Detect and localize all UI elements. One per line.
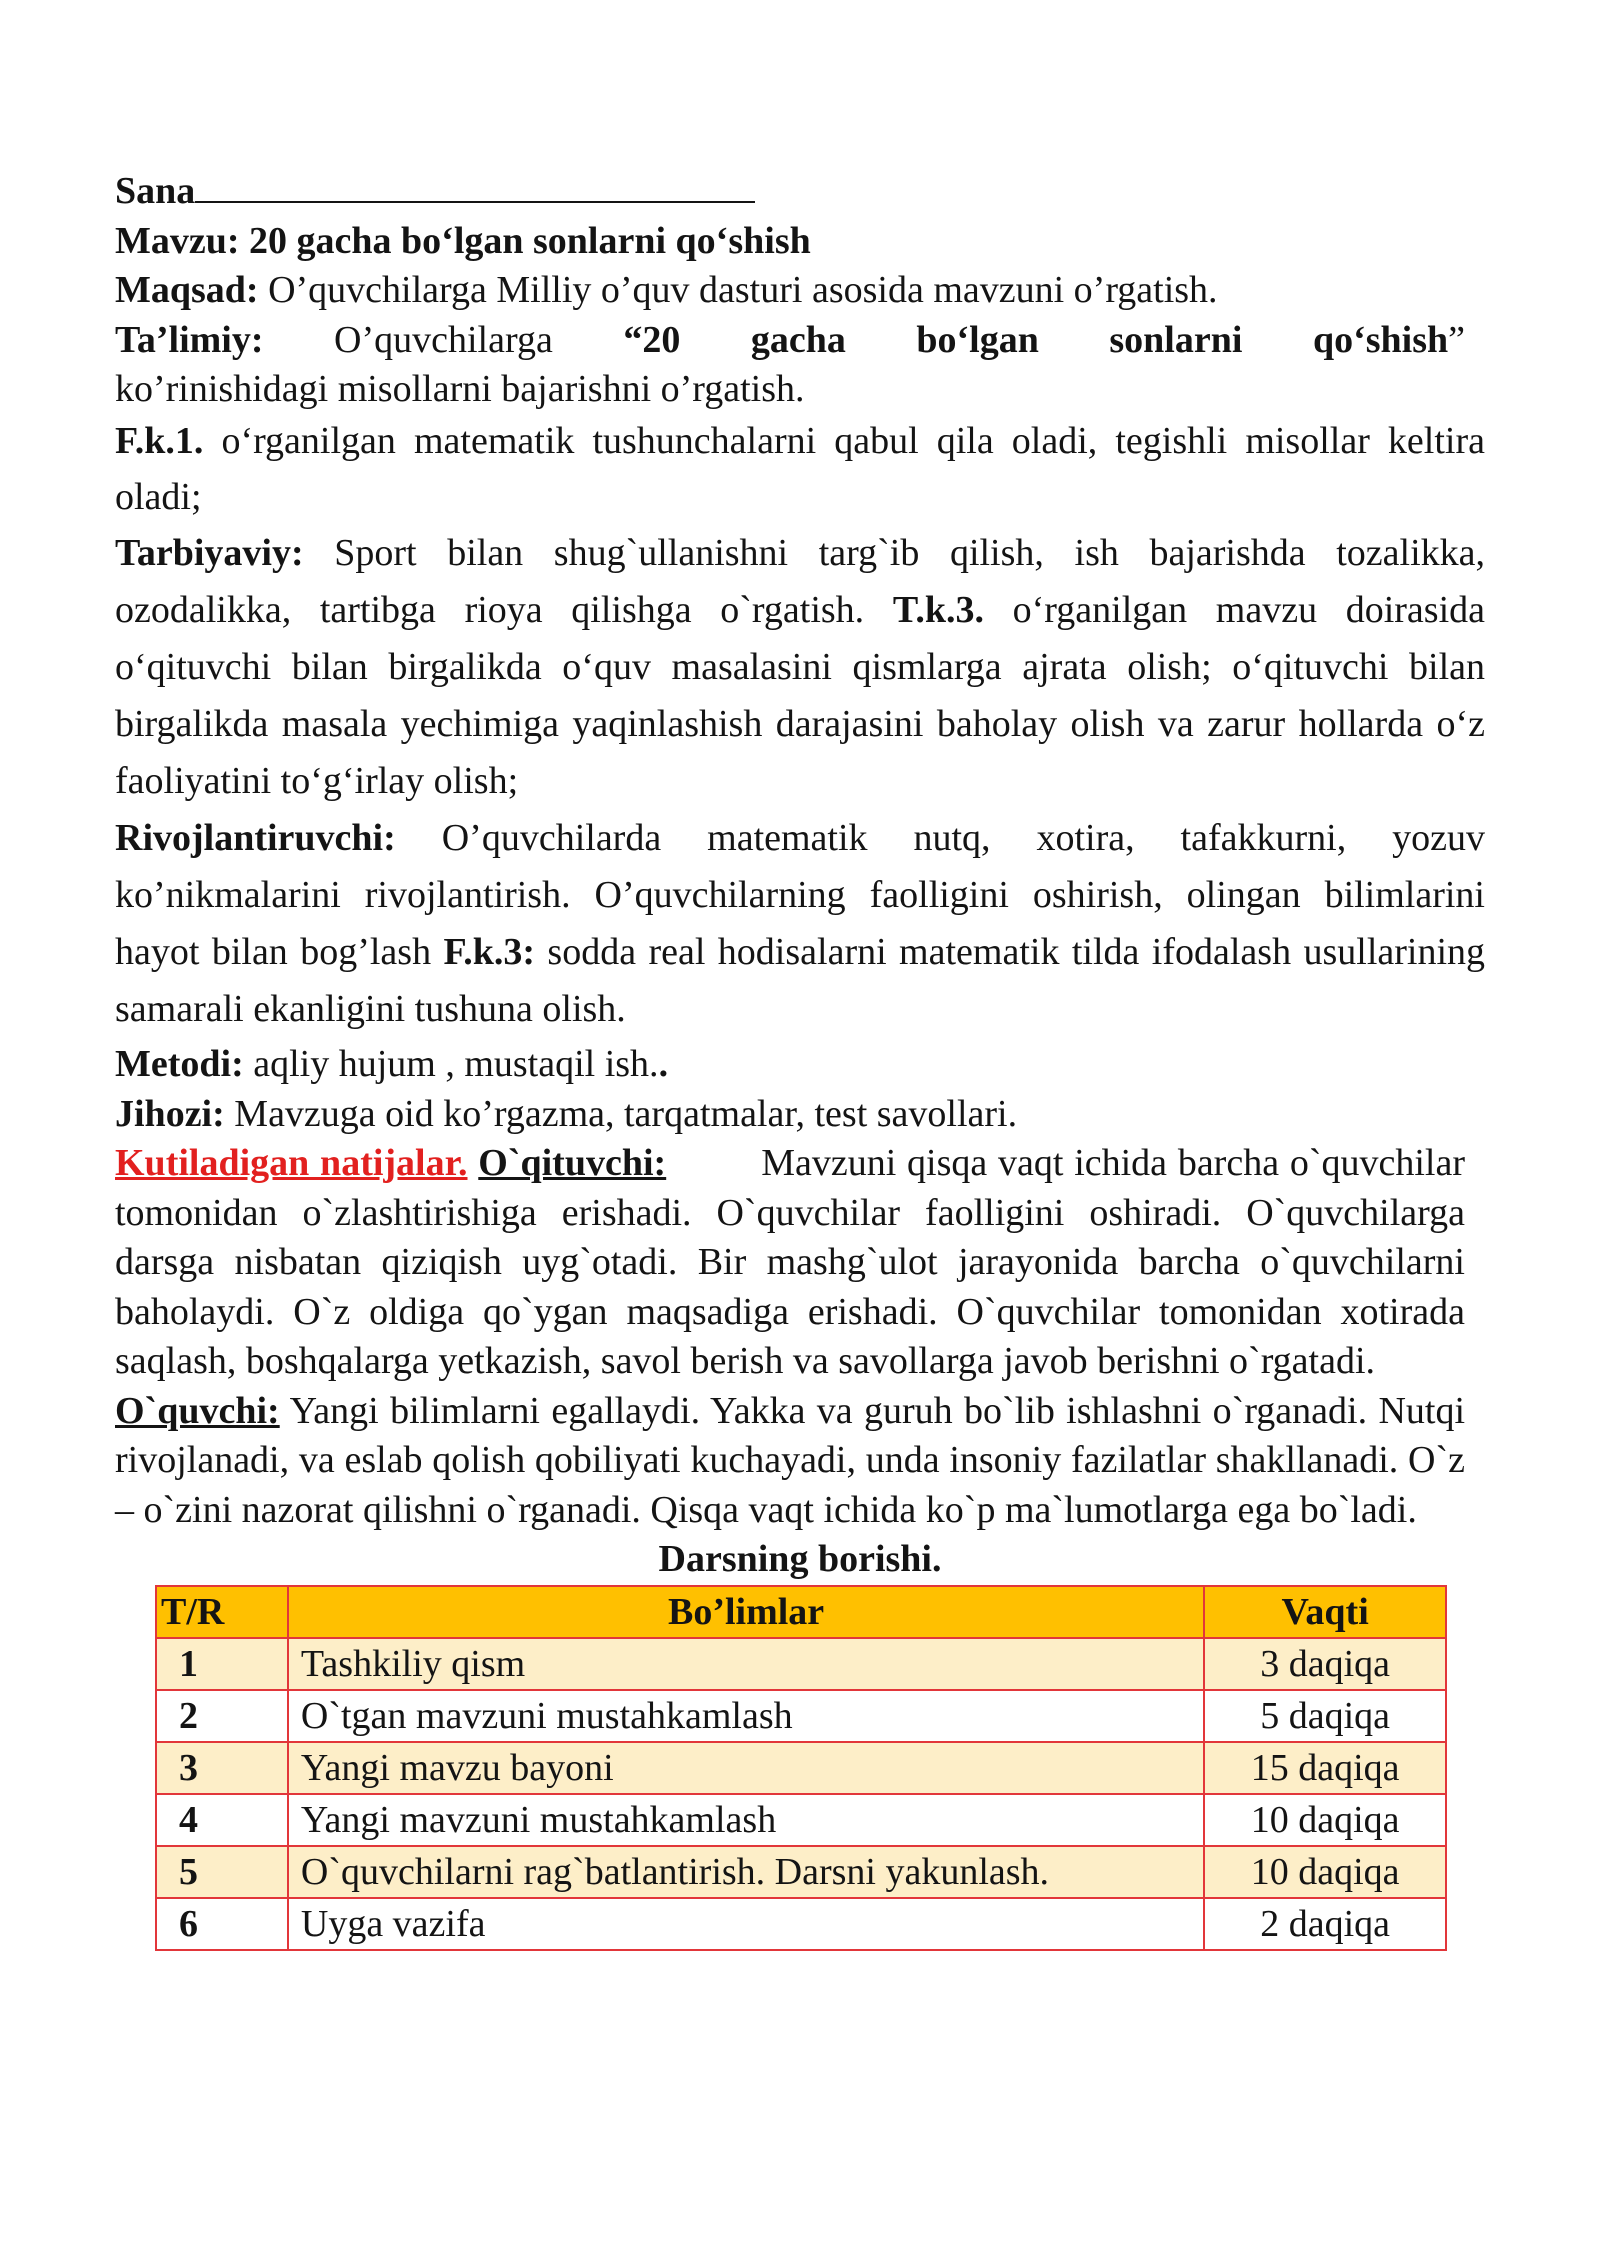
- maqsad-label: Maqsad:: [115, 269, 259, 311]
- tk3-label: T.k.3.: [892, 588, 984, 631]
- table-header-tr: T/R: [156, 1586, 288, 1638]
- rivojlantiruvchi-text2: sodda real hodisalarni matematik tilda ifodalash usullarining samarali ekanligini tushuna olish.: [115, 930, 1486, 1030]
- mavzu-label: Mavzu:: [115, 219, 240, 262]
- tarbiyaviy-text1: Sport bilan shug`ullanishni targ`ib qilish, ish bajarishda tozalikka, ozodalikka, tartibga rioya qilishga o`rgatish.: [115, 531, 1485, 631]
- talimiy-line1: [115, 316, 1465, 366]
- rivojlantiruvchi-label: Rivojlantiruvchi:: [115, 816, 396, 859]
- talimiy-text1: O’quvchilarga: [334, 318, 553, 361]
- table-header-row: [156, 1586, 1446, 1638]
- row-time: 3 daqiqa: [1204, 1638, 1446, 1690]
- table-row: [156, 1690, 1446, 1742]
- fk3-label: F.k.3:: [443, 930, 535, 973]
- sana-blank: [195, 163, 755, 203]
- metodi-text: aqliy hujum , mustaqil ish.: [243, 1042, 659, 1085]
- talimiy-quote-text: 20 gacha bo‘lgan sonlarni qo‘shish: [642, 318, 1449, 361]
- metodi-label: Metodi:: [115, 1042, 244, 1085]
- tarbiyaviy-paragraph: [115, 525, 1485, 810]
- jihozi-line: [115, 1090, 1485, 1140]
- sana-label: Sana: [115, 170, 196, 212]
- row-number: 3: [156, 1742, 288, 1794]
- talimiy-quote-open: “: [623, 318, 643, 361]
- oquvchi-text: Yangi bilimlarni egallaydi. Yakka va guruh bo`lib ishlashni o`rganadi. Nutqi rivojlanadi, va eslab qolish qobiliyati kuchayadi, unda insoniy fazilatlar shakllanadi. O`z – o`zini nazorat qilishni o`rganadi. Qisqa vaqt ichida ko`p ma`lumotlarga ega bo`ladi.: [115, 1389, 1465, 1531]
- row-time: 10 daqiqa: [1204, 1794, 1446, 1846]
- row-section: O`tgan mavzuni mustahkamlash: [288, 1690, 1204, 1742]
- oqituvchi-label: O`qituvchi:: [478, 1142, 667, 1184]
- fk1-text: o‘rganilgan matematik tushunchalarni qabul qila oladi, tegishli misollar keltira oladi;: [115, 419, 1485, 518]
- talimiy-line2: [115, 365, 1485, 415]
- row-number: 6: [156, 1898, 288, 1950]
- talimiy-text2: ko’rinishidagi misollarni bajarishni o’rgatish.: [115, 368, 805, 410]
- row-section: Tashkiliy qism: [288, 1638, 1204, 1690]
- row-time: 5 daqiqa: [1204, 1690, 1446, 1742]
- row-number: 1: [156, 1638, 288, 1690]
- table-row: [156, 1846, 1446, 1898]
- maqsad-text: O’quvchilarga Milliy o’quv dasturi asosida mavzuni o’rgatish.: [268, 269, 1218, 311]
- oquvchi-paragraph: [115, 1387, 1465, 1536]
- jihozi-text: Mavzuga oid ko’rgazma, tarqatmalar, test savollari.: [234, 1092, 1018, 1135]
- table-row: [156, 1638, 1446, 1690]
- row-section: Uyga vazifa: [288, 1898, 1204, 1950]
- mavzu-line: [115, 217, 1485, 267]
- talimiy-label: Ta’limiy:: [115, 318, 264, 361]
- row-section: O`quvchilarni rag`batlantirish. Darsni yakunlash.: [288, 1846, 1204, 1898]
- row-number: 2: [156, 1690, 288, 1742]
- kutiladigan-text: Mavzuni qisqa vaqt ichida barcha o`quvchilar tomonidan o`zlashtirishiga erishadi. O`quvchilar faolligini oshiradi. O`quvchilarga darsga nisbatan qiziqish uyg`otadi. Bir mashg`ulot jarayonida barcha o`quvchilarni baholaydi. O`z oldiga qo`ygan maqsadiga erishadi. O`quvchilar tomonidan xotirada saqlash, boshqalarga yetkazish, savol berish va savollarga javob berishni o`rgatadi.: [115, 1142, 1465, 1382]
- metodi-line: [115, 1038, 1485, 1090]
- rivojlantiruvchi-text1: O’quvchilarda matematik nutq, xotira, tafakkurni, yozuv ko’nikmalarini rivojlantirish. O’quvchilarning faolligini oshirish, olingan bilimlarini hayot bilan bog’lash: [115, 816, 1486, 973]
- sana-line: [115, 163, 1485, 217]
- table-row: [156, 1794, 1446, 1846]
- mavzu-text: 20 gacha bo‘lgan sonlarni qo‘shish: [249, 219, 811, 262]
- lesson-plan-table: [155, 1585, 1447, 1951]
- table-header-bolimlar: Bo’limlar: [288, 1586, 1204, 1638]
- darsning-borishi-heading: Darsning borishi.: [658, 1538, 942, 1580]
- row-section: Yangi mavzu bayoni: [288, 1742, 1204, 1794]
- oquvchi-label: O`quvchi:: [115, 1389, 280, 1432]
- kutiladigan-paragraph: [115, 1139, 1465, 1387]
- fk1-paragraph: [115, 413, 1485, 525]
- metodi-tail: .: [658, 1042, 669, 1085]
- row-time: 10 daqiqa: [1204, 1846, 1446, 1898]
- table-header-vaqti: Vaqti: [1204, 1586, 1446, 1638]
- tarbiyaviy-text2: o‘rganilgan mavzu doirasida o‘qituvchi bilan birgalikda o‘quv masalasini qismlarga ajrata olish; o‘qituvchi bilan birgalikda masala yechimiga yaqinlashish darajasini baholay olish va zarur hollarda o‘z faoliyatini to‘g‘irlay olish;: [115, 588, 1486, 802]
- table-row: [156, 1742, 1446, 1794]
- table-row: [156, 1898, 1446, 1950]
- talimiy-quote: [623, 319, 1448, 361]
- fk1-label: F.k.1.: [115, 419, 204, 462]
- rivojlantiruvchi-paragraph: [115, 810, 1485, 1038]
- row-time: 2 daqiqa: [1204, 1898, 1446, 1950]
- maqsad-line: [115, 266, 1485, 316]
- jihozi-label: Jihozi:: [115, 1092, 225, 1135]
- kutiladigan-label: Kutiladigan natijalar.: [115, 1142, 468, 1184]
- row-section: Yangi mavzuni mustahkamlash: [288, 1794, 1204, 1846]
- row-number: 4: [156, 1794, 288, 1846]
- row-time: 15 daqiqa: [1204, 1742, 1446, 1794]
- row-number: 5: [156, 1846, 288, 1898]
- tarbiyaviy-label: Tarbiyaviy:: [115, 531, 304, 574]
- talimiy-quote-close: ”: [1448, 318, 1466, 361]
